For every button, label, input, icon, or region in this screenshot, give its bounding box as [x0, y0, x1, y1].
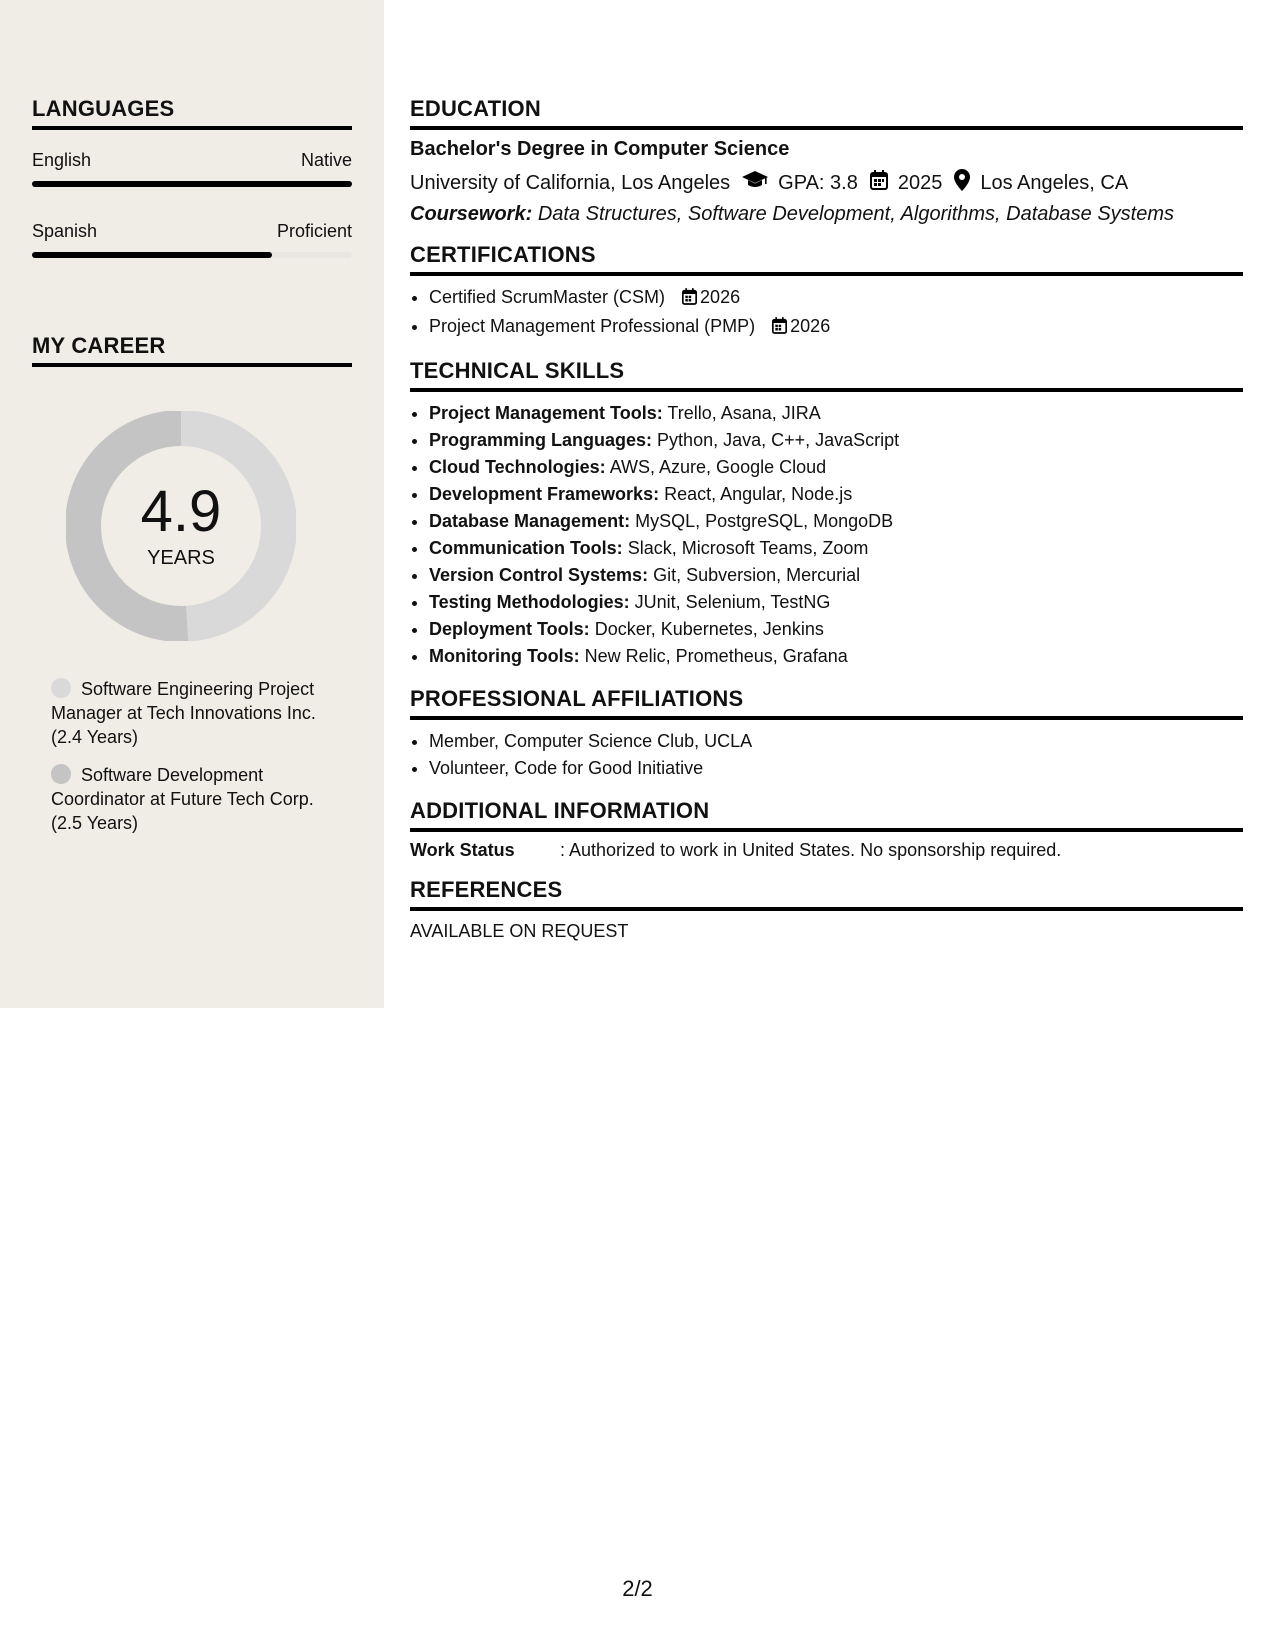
coursework-label: Coursework: [410, 203, 533, 225]
donut-unit: YEARS [147, 547, 215, 569]
career-legend [51, 677, 336, 835]
language-bar-fill [32, 181, 352, 187]
language-item [32, 221, 352, 258]
career-legend-item [51, 677, 336, 749]
donut-center [66, 411, 296, 641]
skills-title: TECHNICAL SKILLS [410, 358, 1243, 392]
skills-section [410, 358, 1243, 670]
language-name: Spanish [32, 221, 98, 241]
certification-year: 2026 [790, 316, 831, 336]
certifications-section [410, 242, 1243, 342]
skill-category: Version Control Systems: [429, 565, 649, 585]
page-number: 2/2 [622, 1576, 653, 1601]
list-item [429, 589, 1243, 616]
list-item [429, 508, 1243, 535]
additional-section [410, 798, 1243, 861]
list-item [429, 427, 1243, 454]
education-details [410, 169, 1243, 197]
skill-category: Project Management Tools: [429, 403, 663, 423]
certification-name: Project Management Professional (PMP) [429, 316, 756, 336]
skill-values: React, Angular, Node.js [664, 484, 853, 504]
certifications-title: CERTIFICATIONS [410, 242, 1243, 276]
list-item [429, 481, 1243, 508]
sidebar-content [32, 96, 352, 849]
skill-category: Programming Languages: [429, 430, 653, 450]
legend-dot [51, 678, 71, 698]
skill-category: Development Frameworks: [429, 484, 660, 504]
skill-category: Monitoring Tools: [429, 646, 580, 666]
list-item: • Volunteer, Code for Good Initiative [429, 755, 1243, 782]
calendar-icon [870, 170, 888, 196]
language-level: Native [300, 150, 352, 170]
calendar-icon [682, 286, 697, 313]
affiliations-list [410, 728, 1243, 782]
skill-values: JUnit, Selenium, TestNG [634, 592, 831, 612]
work-status-value: : Authorized to work in United States. No sponsorship required. [560, 840, 1062, 860]
main-content [410, 96, 1243, 958]
certification-name: Certified ScrumMaster (CSM) [429, 287, 666, 307]
skill-values: AWS, Azure, Google Cloud [609, 457, 827, 477]
list-item [429, 284, 1243, 313]
skill-category: Database Management: [429, 511, 631, 531]
career-item-label: Software Engineering Project Manager at Tech Innovations Inc. (2.4 Years) [51, 679, 316, 747]
skill-values: MySQL, PostgreSQL, MongoDB [635, 511, 894, 531]
degree-title: Bachelor's Degree in Computer Science [410, 138, 790, 160]
list-item [429, 562, 1243, 589]
certifications-list [410, 284, 1243, 342]
language-bar-fill [32, 252, 272, 258]
coursework [410, 203, 1243, 226]
career-legend-item [51, 763, 336, 835]
education-title: EDUCATION [410, 96, 1243, 130]
list-item [429, 313, 1243, 342]
affiliations-section [410, 686, 1243, 782]
graduation-cap-icon [742, 171, 768, 195]
language-bar [32, 181, 352, 187]
education-section [410, 96, 1243, 226]
calendar-icon [772, 315, 787, 342]
additional-title: ADDITIONAL INFORMATION [410, 798, 1243, 832]
references-title: REFERENCES [410, 877, 1243, 911]
language-item [32, 150, 352, 187]
skill-category: Testing Methodologies: [429, 592, 630, 612]
gpa: GPA: 3.8 [778, 171, 858, 194]
career-item-label: Software Development Coordinator at Future Tech Corp. (2.5 Years) [51, 765, 314, 833]
affiliations-title: PROFESSIONAL AFFILIATIONS [410, 686, 1243, 720]
skill-values: Git, Subversion, Mercurial [653, 565, 861, 585]
language-level: Proficient [276, 221, 352, 241]
map-pin-icon [954, 169, 970, 197]
certification-year: 2026 [700, 287, 741, 307]
references-section [410, 877, 1243, 942]
donut-value: 4.9 [140, 479, 222, 544]
career-title: MY CAREER [32, 333, 352, 367]
language-bar [32, 252, 352, 258]
career-donut-chart [66, 411, 296, 641]
graduation-year: 2025 [897, 171, 943, 194]
skill-values: Trello, Asana, JIRA [667, 403, 821, 423]
skill-values: Python, Java, C++, JavaScript [657, 430, 900, 450]
school-name: University of California, Los Angeles [410, 171, 731, 194]
list-item [429, 400, 1243, 427]
sidebar [0, 0, 384, 1008]
list-item [429, 616, 1243, 643]
legend-dot [51, 764, 71, 784]
skill-values: Docker, Kubernetes, Jenkins [594, 619, 824, 639]
references-text: AVAILABLE ON REQUEST [410, 921, 629, 941]
skill-values: Slack, Microsoft Teams, Zoom [627, 538, 869, 558]
list-item [429, 454, 1243, 481]
language-name: English [32, 150, 92, 170]
skill-category: Deployment Tools: [429, 619, 590, 639]
skill-values: New Relic, Prometheus, Grafana [584, 646, 848, 666]
work-status-label: Work Status [410, 840, 515, 860]
skill-category: Cloud Technologies: [429, 457, 606, 477]
coursework-list: Data Structures, Software Development, Algorithms, Database Systems [537, 203, 1175, 225]
languages-title: LANGUAGES [32, 96, 352, 130]
skill-category: Communication Tools: [429, 538, 623, 558]
school-location: Los Angeles, CA [980, 171, 1129, 194]
list-item: • Member, Computer Science Club, UCLA [429, 728, 1243, 755]
work-status [410, 840, 1243, 861]
list-item [429, 643, 1243, 670]
skills-list [410, 400, 1243, 670]
list-item [429, 535, 1243, 562]
